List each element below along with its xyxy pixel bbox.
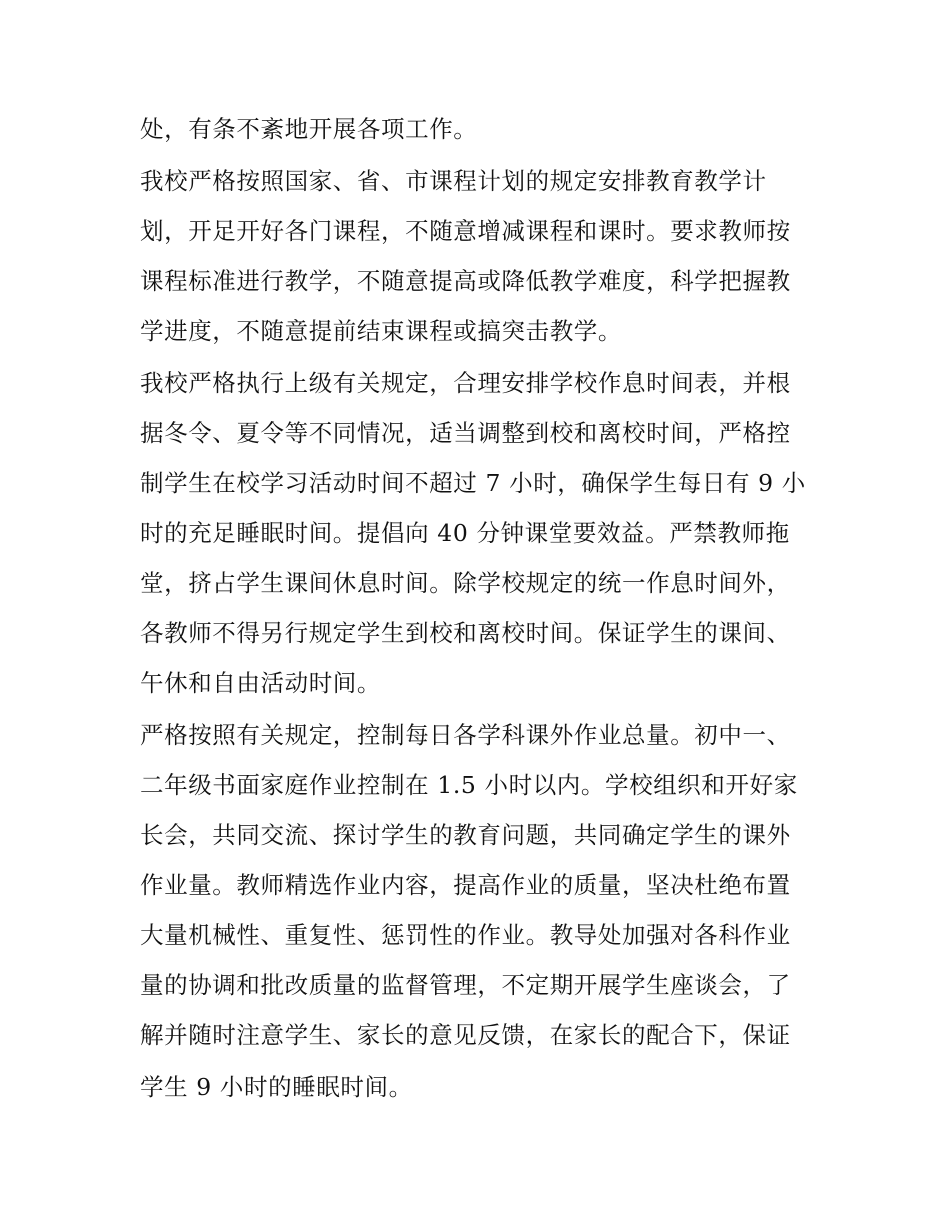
text-line: 时的充足睡眠时间。提倡向 40 分钟课堂要效益。严禁教师拖 bbox=[140, 519, 790, 547]
text-line: 我校严格执行上级有关规定，合理安排学校作息时间表，并根 bbox=[140, 369, 791, 397]
text-line: 解并随时注意学生、家长的意见反馈，在家长的配合下，保证 bbox=[140, 1021, 791, 1049]
text-line: 处，有条不紊地开展各项工作。 bbox=[140, 115, 478, 143]
text-line: 据冬令、夏令等不同情况，适当调整到校和离校时间，严格控 bbox=[140, 419, 791, 447]
text-line: 作业量。教师精选作业内容，提高作业的质量，坚决杜绝布置 bbox=[140, 871, 791, 899]
text-line: 制学生在校学习活动时间不超过 7 小时，确保学生每日有 9 小 bbox=[140, 469, 806, 497]
text-line: 学生 9 小时的睡眠时间。 bbox=[140, 1073, 413, 1101]
text-line: 午休和自由活动时间。 bbox=[140, 669, 381, 697]
text-line: 各教师不得另行规定学生到校和离校时间。保证学生的课间、 bbox=[140, 619, 791, 647]
text-line: 学进度，不随意提前结束课程或搞突击教学。 bbox=[140, 317, 622, 345]
text-line: 大量机械性、重复性、惩罚性的作业。教导处加强对各科作业 bbox=[140, 921, 791, 949]
text-line: 长会，共同交流、探讨学生的教育问题，共同确定学生的课外 bbox=[140, 821, 791, 849]
text-line: 我校严格按照国家、省、市课程计划的规定安排教育教学计 bbox=[140, 167, 767, 195]
text-line: 量的协调和批改质量的监督管理，不定期开展学生座谈会，了 bbox=[140, 971, 791, 999]
text-line: 二年级书面家庭作业控制在 1.5 小时以内。学校组织和开好家 bbox=[140, 771, 798, 799]
text-line: 堂，挤占学生课间休息时间。除学校规定的统一作息时间外， bbox=[140, 569, 791, 597]
text-line: 划，开足开好各门课程，不随意增减课程和课时。要求教师按 bbox=[140, 217, 791, 245]
text-line: 课程标准进行教学，不随意提高或降低教学难度，科学把握教 bbox=[140, 267, 791, 295]
text-line: 严格按照有关规定，控制每日各学科课外作业总量。初中一、 bbox=[140, 721, 791, 749]
